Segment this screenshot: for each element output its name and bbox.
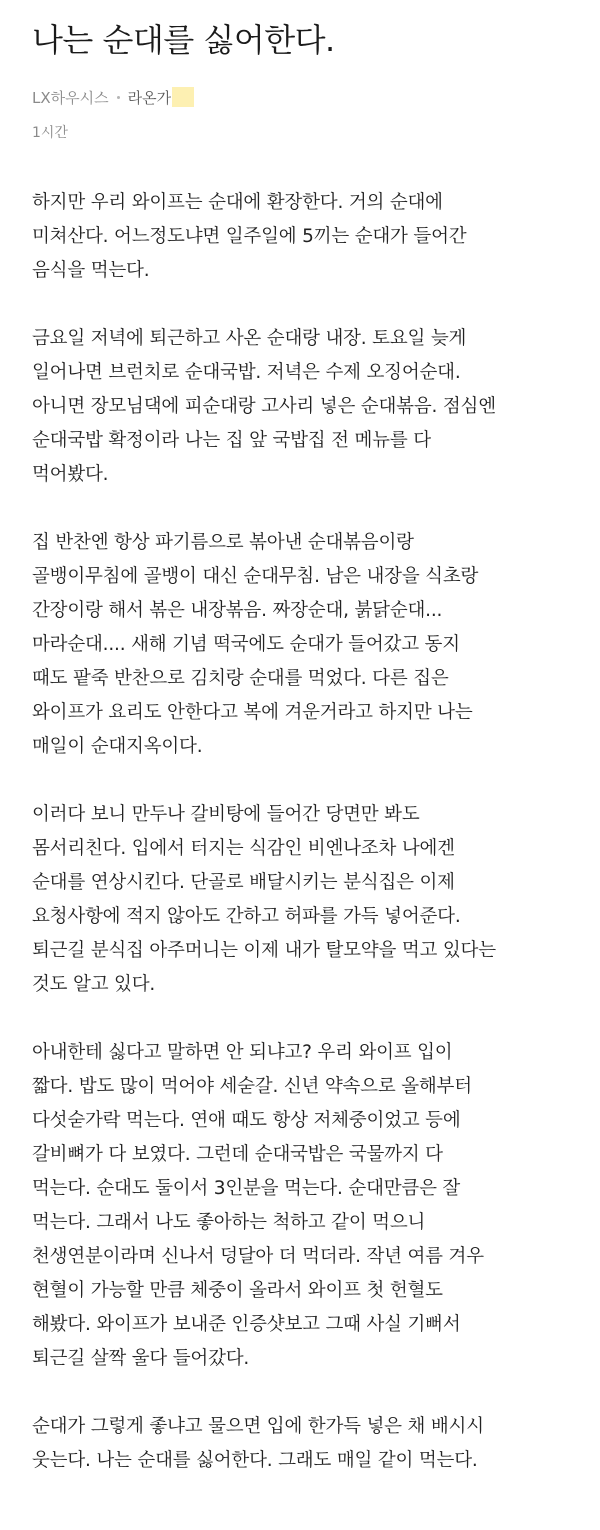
post-header (32, 14, 576, 142)
separator-dot (117, 96, 120, 99)
post-time: 1시간 (32, 125, 68, 141)
paragraph-2: 금요일 저녁에 퇴근하고 사온 순대랑 내장. 토요일 늦게 일어나면 브런치로 순대국밥. 저녁은 수제 오징어순대. 아니면 장모님댁에 피순대랑 고사리 넣은 순대볶음. 점심엔 순대국밥 확정이라 나는 집 앞 국밥집 전 메뉴를 다 먹어봤다. (32, 328, 496, 485)
author-company[interactable]: LX하우시스 (32, 88, 109, 107)
paragraph-1: 하지만 우리 와이프는 순대에 환장한다. 거의 순대에 미쳐산다. 어느정도냐면 일주일에 5끼는 순대가 들어간 음식을 먹는다. (32, 192, 467, 281)
paragraph-3: 집 반찬엔 항상 파기름으로 볶아낸 순대볶음이랑 골뱅이무침에 골뱅이 대신 순대무침. 남은 내장을 식초랑 간장이랑 해서 볶은 내장볶음. 짜장순대, 붉닭순대... 마라순대.... 새해 기념 떡국에도 순대가 들어갔고 동지 때도 팥죽 반찬으로 김치랑 순대를 먹었다. 다른 집은 와이프가 요리도 안한다고 복에 겨운거라고 하지만 나는 매일이 순대지옥이다. (32, 532, 479, 757)
post-title: 나는 순대를 싫어한다. (32, 21, 335, 59)
paragraph-4: 이러다 보니 만두나 갈비탕에 들어간 당면만 봐도 몸서리친다. 입에서 터지는 식감인 비엔나조차 나에겐 순대를 연상시킨다. 단골로 배달시키는 분식집은 이제 요청사항에 적지 않아도 간하고 허파를 가득 넣어준다. 퇴근길 분식집 아주머니는 이제 내가 탈모약을 먹고 있다는 것도 알고 있다. (32, 804, 496, 995)
paragraph-5: 아내한테 싫다고 말하면 안 되냐고? 우리 와이프 입이 짧다. 밥도 많이 먹어야 세숟갈. 신년 약속으로 올해부터 다섯숟가락 먹는다. 연애 때도 항상 저체중이었고 등에 갈비뼈가 다 보였다. 그런데 순대국밥은 국물까지 다 먹는다. 순대도 둘이서 3인분을 먹는다. 순대만큼은 잘 먹는다. 그래서 나도 좋아하는 척하고 같이 먹으니 천생연분이라며 신나서 덩달아 더 먹더라. 작년 여름 겨우 현혈이 가능할 만큼 체중이 올라서 와이프 첫 헌혈도 해봤다. 와이프가 보내준 인증샷보고 그때 사실 기뻐서 퇴근길 살짝 울다 들어갔다. (32, 1042, 484, 1369)
redaction-highlight (172, 87, 194, 107)
author-nickname[interactable]: 라온가 (127, 88, 172, 107)
author-meta (32, 86, 576, 108)
paragraph-6: 순대가 그렇게 좋냐고 물으면 입에 한가득 넣은 채 배시시 웃는다. 나는 순대를 싫어한다. 그래도 매일 같이 먹는다. (32, 1416, 484, 1471)
post-body (32, 186, 577, 1478)
